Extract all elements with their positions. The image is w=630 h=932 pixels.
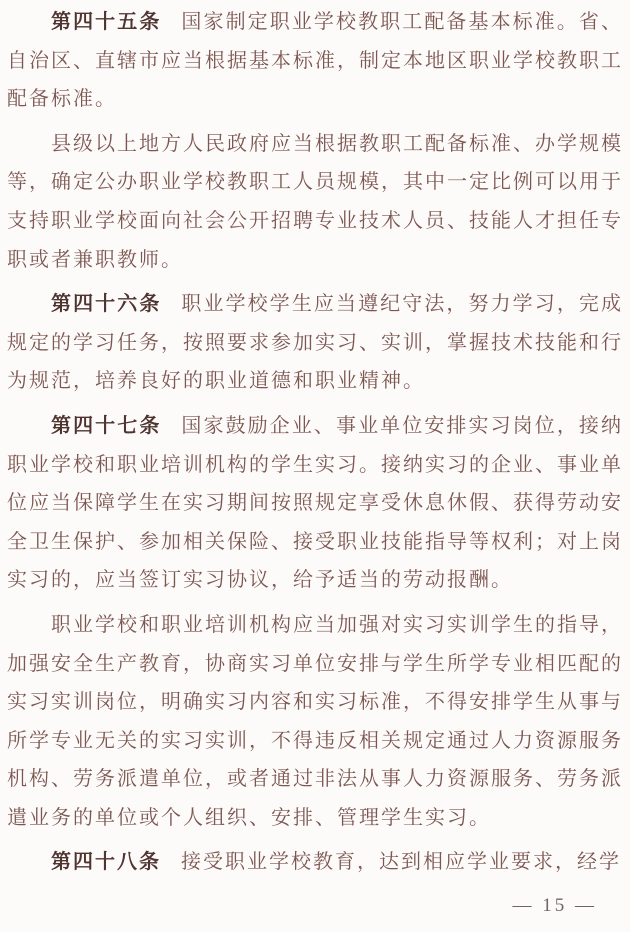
paragraph	[7, 407, 623, 600]
paragraph-text: 接受职业学校教育，达到相应学业要求，经学	[181, 851, 621, 874]
paragraph-text: 国家制定职业学校教职工配备基本标准。省、自治区、直辖市应当根据基本标准，制定本地区职业学校教职工配备标准。	[7, 11, 624, 111]
article-number: 第四十五条	[51, 11, 162, 33]
paragraph	[7, 125, 623, 279]
paragraph	[7, 843, 623, 882]
page-number: — 15 —	[512, 895, 597, 917]
paragraph-text: 国家鼓励企业、事业单位安排实习岗位，接纳职业学校和职业培训机构的学生实习。接纳实习的企业、事业单位应当保障学生在实习期间按照规定享受休息休假、获得劳动安全卫生保护、参加相关保险、接受职业技能指导等权利；对上岗实习的，应当签订实习协议，给予适当的劳动报酬。	[7, 414, 624, 592]
paragraph	[7, 285, 623, 401]
paragraph	[7, 3, 623, 119]
article-number: 第四十七条	[51, 414, 162, 437]
paragraph-text: 职业学校学生应当遵纪守法，努力学习，完成规定的学习任务，按照要求参加实习、实训，掌握技术技能和行为规范，培养良好的职业道德和职业精神。	[7, 293, 624, 393]
paragraph-text: 县级以上地方人民政府应当根据教职工配备标准、办学规模等，确定公办职业学校教职工人员规模，其中一定比例可以用于支持职业学校面向社会公开招聘专业技术人员、技能人才担任专职或者兼职教师。	[7, 132, 623, 271]
paragraph	[7, 606, 623, 838]
article-number: 第四十六条	[51, 293, 162, 316]
article-number: 第四十八条	[51, 851, 161, 874]
document-body	[7, 3, 623, 882]
document-page	[7, 0, 623, 917]
paragraph-text: 职业学校和职业培训机构应当加强对实习实训学生的指导，加强安全生产教育，协商实习单位安排与学生所学专业相匹配的实习实训岗位，明确实习内容和实习标准，不得安排学生从事与所学专业无关的实习实训，不得违反相关规定通过人力资源服务机构、劳务派遣单位，或者通过非法从事人力资源服务、劳务派遣业务的单位或个人组织、安排、管理学生实习。	[7, 613, 623, 829]
